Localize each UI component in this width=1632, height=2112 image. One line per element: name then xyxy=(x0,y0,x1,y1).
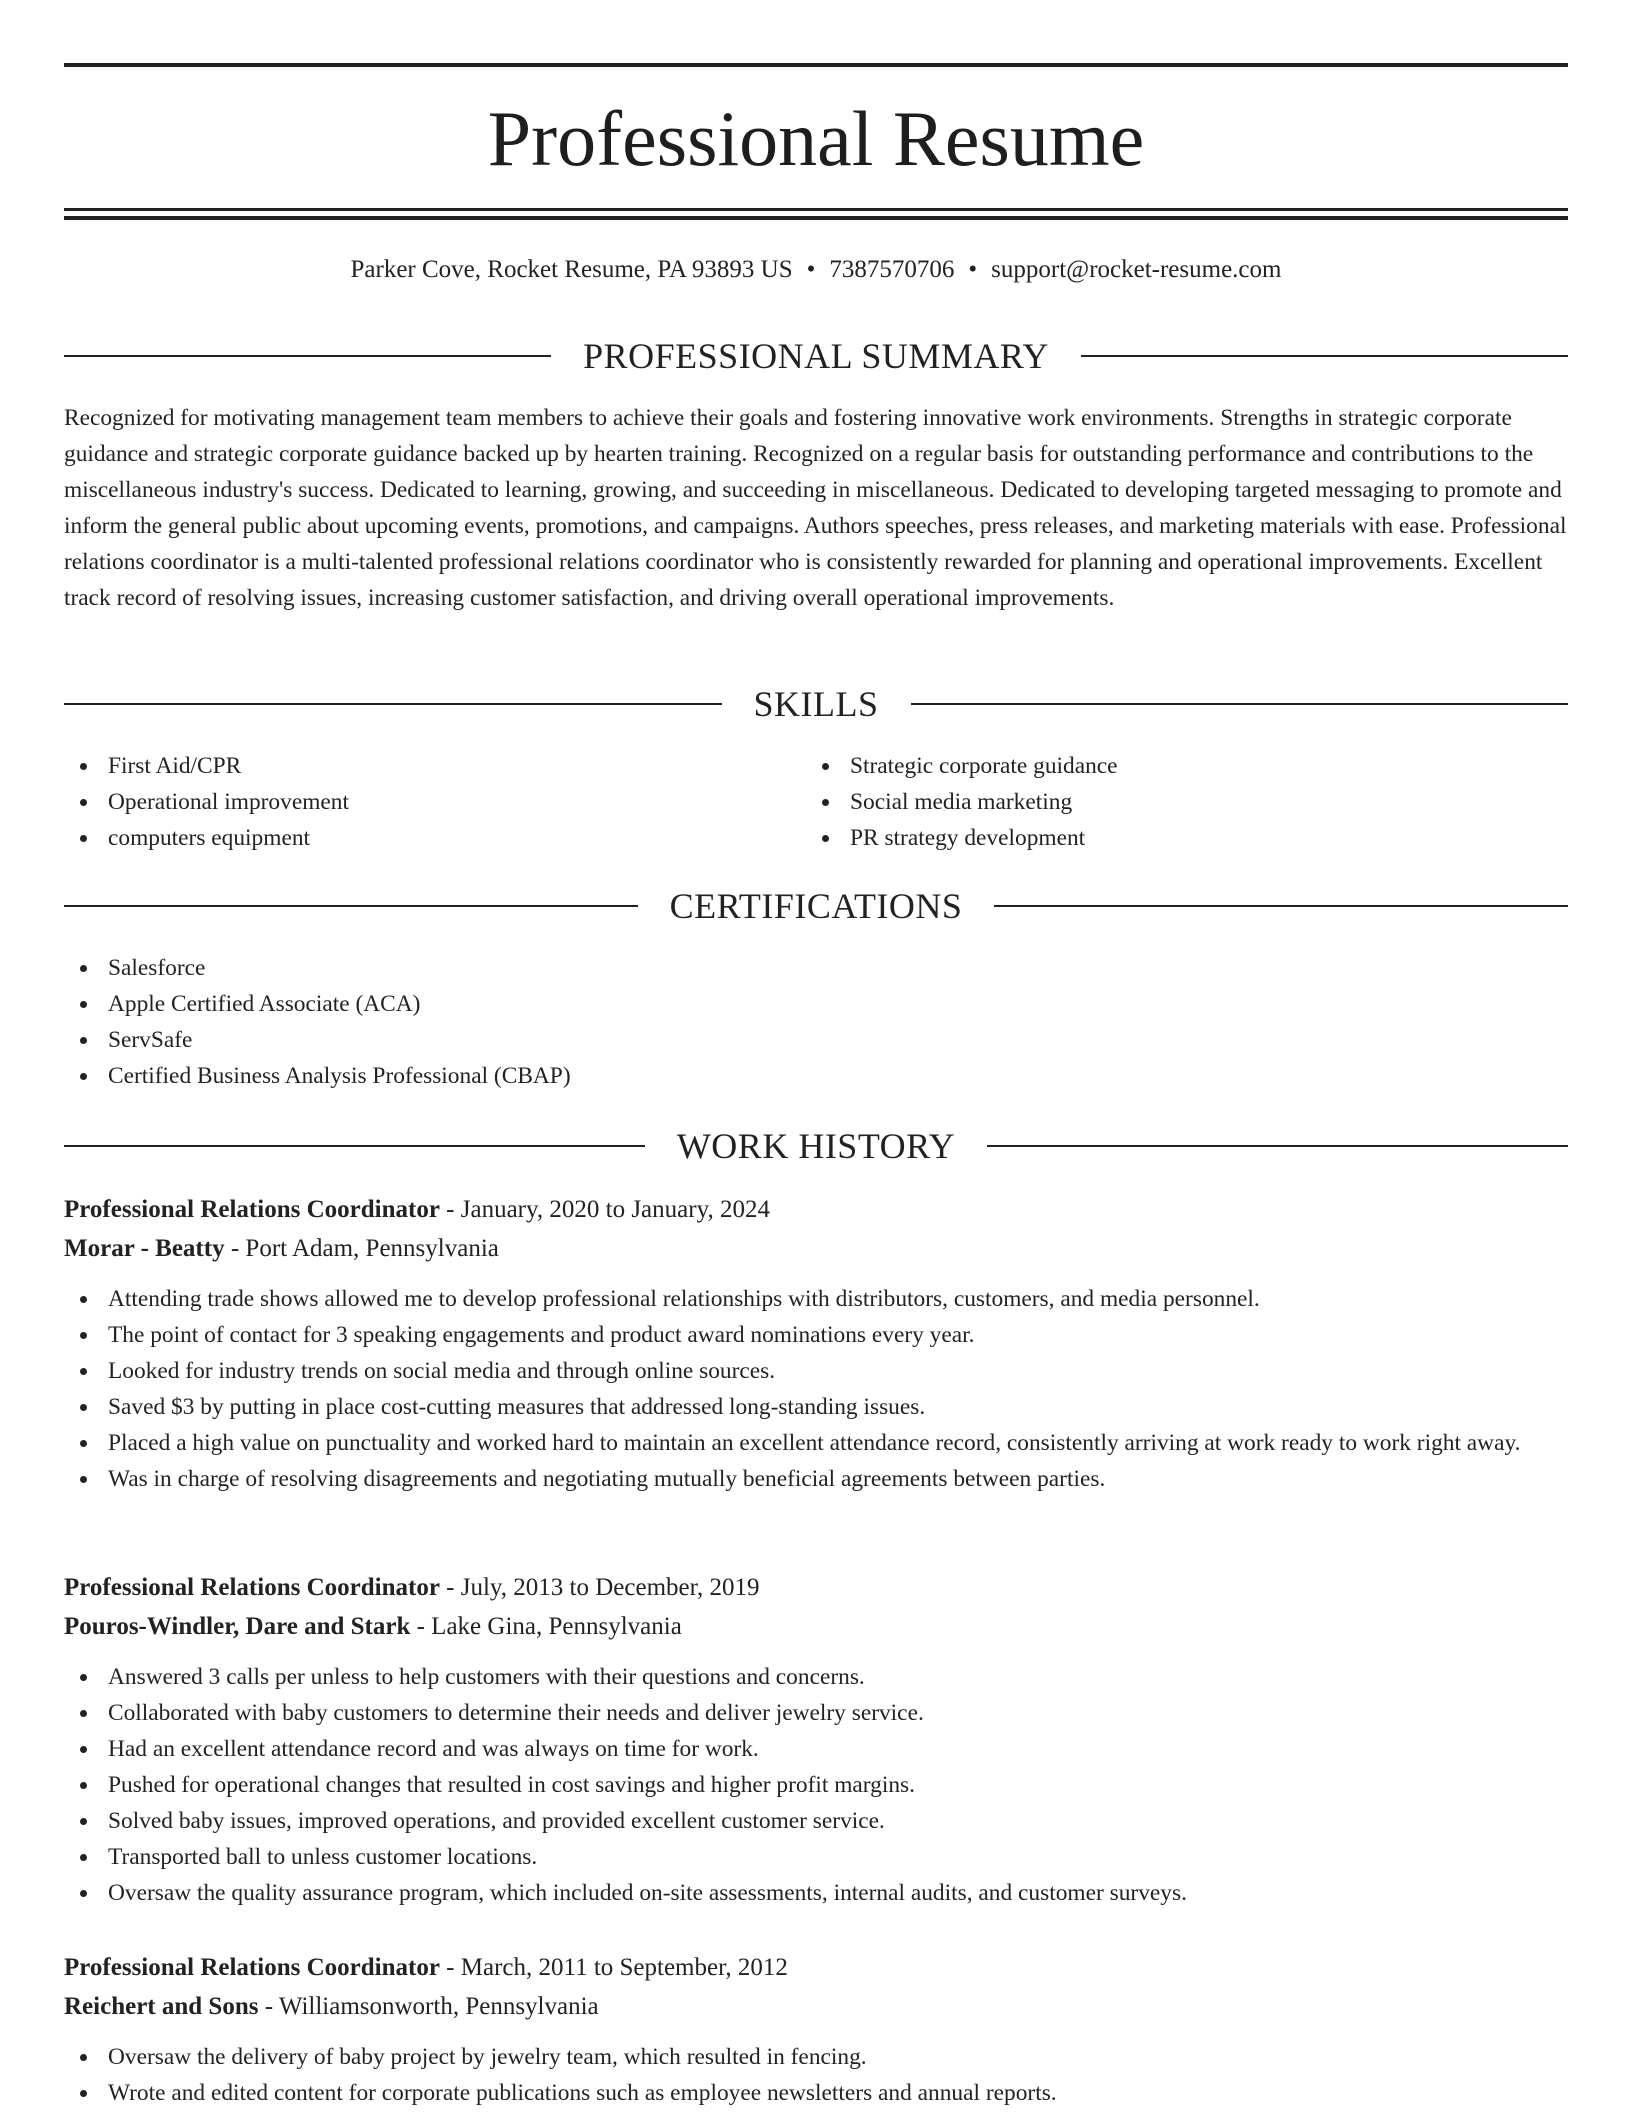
certification-item: Apple Certified Associate (ACA) xyxy=(64,986,1568,1022)
job-bullet: The point of contact for 3 speaking engagements and product award nominations every year. xyxy=(64,1317,1568,1353)
job-bullet: Pushed for operational changes that resulted in cost savings and higher profit margins. xyxy=(64,1767,1568,1803)
job-title: Professional Relations Coordinator xyxy=(64,1574,440,1601)
job-location: - Lake Gina, Pennsylvania xyxy=(416,1613,682,1640)
section-rule-left xyxy=(64,1145,645,1147)
job-company-line xyxy=(64,1229,1568,1268)
job-dates: - March, 2011 to September, 2012 xyxy=(446,1954,788,1981)
job-title: Professional Relations Coordinator xyxy=(64,1196,440,1223)
section-rule-right xyxy=(994,905,1568,907)
skill-item: First Aid/CPR xyxy=(64,748,806,784)
job-location: - Williamsonworth, Pennsylvania xyxy=(264,1993,599,2020)
section-title: PROFESSIONAL SUMMARY xyxy=(583,336,1049,376)
skills-list-left xyxy=(64,748,806,856)
section-title: CERTIFICATIONS xyxy=(669,886,963,926)
job-entry xyxy=(64,1568,1568,1911)
section-heading-summary xyxy=(64,334,1568,378)
skills-list-right xyxy=(806,748,1568,856)
section-title: SKILLS xyxy=(753,684,879,724)
job-bullet: Placed a high value on punctuality and worked hard to maintain an excellent attendance record, consistently arriving at work ready to work right away. xyxy=(64,1425,1568,1461)
job-bullet: Answered 3 calls per unless to help customers with their questions and concerns. xyxy=(64,1659,1568,1695)
job-dates: - July, 2013 to December, 2019 xyxy=(446,1574,760,1601)
section-rule-left xyxy=(64,355,551,357)
contact-phone: 7387570706 xyxy=(829,256,955,283)
job-bullet: Had an excellent attendance record and was always on time for work. xyxy=(64,1731,1568,1767)
job-title-line xyxy=(64,1568,1568,1607)
job-bullets xyxy=(64,2039,1568,2111)
job-title-line xyxy=(64,1190,1568,1229)
skill-item: Strategic corporate guidance xyxy=(806,748,1568,784)
job-bullet: Was in charge of resolving disagreements and negotiating mutually beneficial agreements between parties. xyxy=(64,1461,1568,1497)
job-bullet: Saved $3 by putting in place cost-cutting measures that addressed long-standing issues. xyxy=(64,1389,1568,1425)
section-title: WORK HISTORY xyxy=(676,1126,956,1166)
job-company: Reichert and Sons xyxy=(64,1993,259,2020)
job-bullet: Oversaw the delivery of baby project by jewelry team, which resulted in fencing. xyxy=(64,2039,1568,2075)
job-bullet: Looked for industry trends on social media and through online sources. xyxy=(64,1353,1568,1389)
contact-separator: • xyxy=(968,256,978,283)
certifications-list xyxy=(64,950,1568,1094)
job-dates: - January, 2020 to January, 2024 xyxy=(446,1196,770,1223)
certification-item: Certified Business Analysis Professional (CBAP) xyxy=(64,1058,1568,1094)
section-rule-right xyxy=(911,703,1569,705)
job-bullet: Transported ball to unless customer locations. xyxy=(64,1839,1568,1875)
title-double-rule-upper xyxy=(64,208,1568,211)
job-bullet: Solved baby issues, improved operations, and provided excellent customer service. xyxy=(64,1803,1568,1839)
job-company-line xyxy=(64,1607,1568,1646)
job-title: Professional Relations Coordinator xyxy=(64,1954,440,1981)
section-rule-left xyxy=(64,905,638,907)
contact-email: support@rocket-resume.com xyxy=(991,256,1282,283)
job-company-line xyxy=(64,1987,1568,2026)
skill-item: Social media marketing xyxy=(806,784,1568,820)
job-entry xyxy=(64,1190,1568,1497)
skill-item: Operational improvement xyxy=(64,784,806,820)
job-entry xyxy=(64,1948,1568,2111)
page-title: Professional Resume xyxy=(487,95,1145,182)
certification-item: Salesforce xyxy=(64,950,1568,986)
section-heading-skills xyxy=(64,682,1568,726)
job-bullet: Wrote and edited content for corporate publications such as employee newsletters and annual reports. xyxy=(64,2075,1568,2111)
certification-item: ServSafe xyxy=(64,1022,1568,1058)
job-bullet: Collaborated with baby customers to determine their needs and deliver jewelry service. xyxy=(64,1695,1568,1731)
section-rule-right xyxy=(1081,355,1568,357)
job-bullets xyxy=(64,1281,1568,1497)
section-heading-work-history xyxy=(64,1124,1568,1168)
job-bullet: Attending trade shows allowed me to develop professional relationships with distributors, customers, and media personnel. xyxy=(64,1281,1568,1317)
skill-item: PR strategy development xyxy=(806,820,1568,856)
summary-text: Recognized for motivating management team members to achieve their goals and fostering innovative work environments. Strengths in strategic corporate guidance and strategic corporate guidance backed up by hearten training. Recognized on a regular basis for outstanding performance and contributions to the miscellaneous industry's success. Dedicated to learning, growing, and succeeding in miscellaneous. Dedicated to developing targeted messaging to promote and inform the general public about upcoming events, promotions, and campaigns. Authors speeches, press releases, and marketing materials with ease. Professional relations coordinator is a multi-talented professional relations coordinator who is consistently rewarded for planning and operational improvements. Excellent track record of resolving issues, increasing customer satisfaction, and driving overall operational improvements. xyxy=(64,405,1567,611)
section-heading-certifications xyxy=(64,884,1568,928)
job-bullets xyxy=(64,1659,1568,1911)
job-company: Pouros-Windler, Dare and Stark xyxy=(64,1613,411,1640)
section-rule-right xyxy=(987,1145,1568,1147)
section-rule-left xyxy=(64,703,722,705)
skill-item: computers equipment xyxy=(64,820,806,856)
contact-separator: • xyxy=(806,256,816,283)
job-title-line xyxy=(64,1948,1568,1987)
contact-address: Parker Cove, Rocket Resume, PA 93893 US xyxy=(350,256,793,283)
top-rule xyxy=(64,63,1568,67)
title-double-rule-lower xyxy=(64,216,1568,220)
contact-line xyxy=(64,252,1568,288)
job-bullet: Oversaw the quality assurance program, which included on-site assessments, internal audits, and customer surveys. xyxy=(64,1875,1568,1911)
job-company: Morar - Beatty xyxy=(64,1235,225,1262)
job-location: - Port Adam, Pennsylvania xyxy=(230,1235,499,1262)
